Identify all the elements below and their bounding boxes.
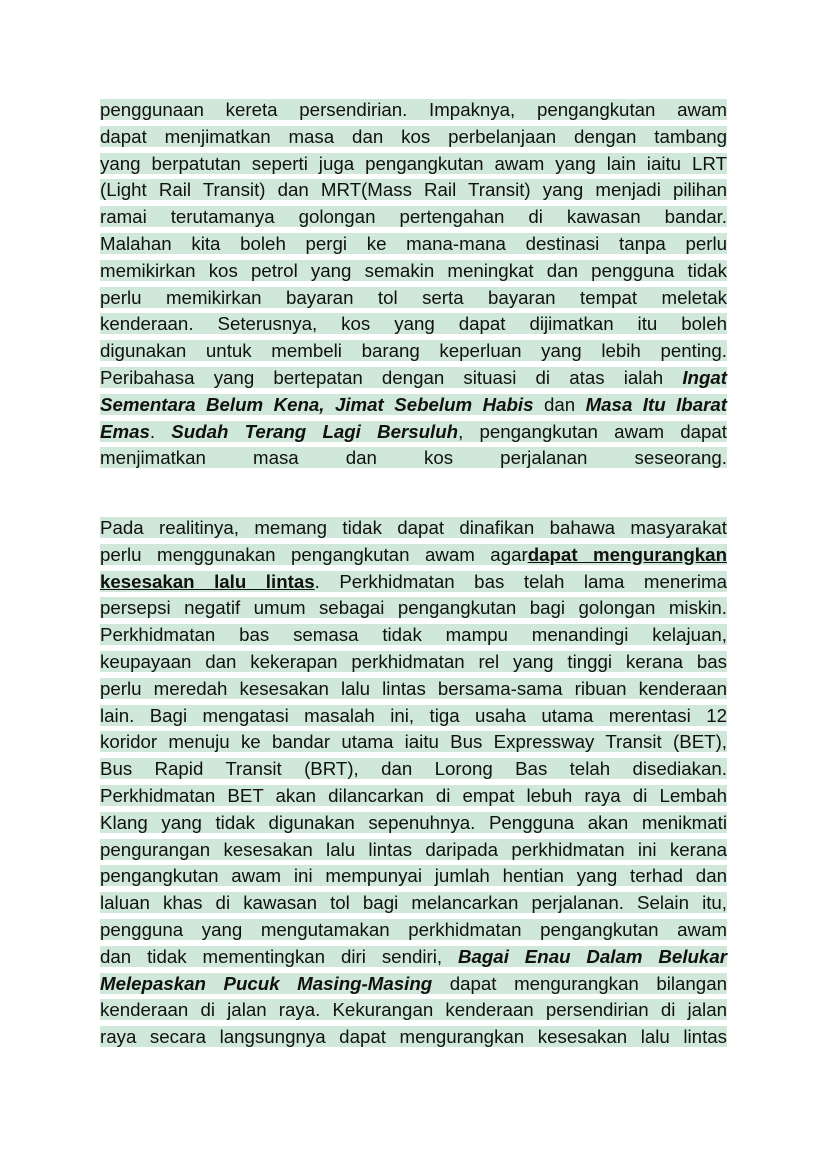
text-line	[100, 649, 727, 676]
text-segment: Peribahasa yang bertepatan dengan situasi di atas ialah	[100, 366, 683, 388]
highlighted-text	[100, 421, 727, 442]
text-line	[100, 944, 727, 971]
highlighted-text	[100, 651, 727, 672]
text-line	[100, 729, 727, 756]
highlighted-text	[100, 544, 727, 565]
highlighted-text	[100, 999, 727, 1020]
text-line	[100, 419, 727, 446]
text-segment: memikirkan kos petrol yang semakin meningkat dan pengguna tidak	[100, 259, 727, 281]
highlighted-text	[100, 517, 727, 538]
text-line	[100, 338, 727, 365]
highlighted-text	[100, 260, 727, 281]
text-segment: digunakan untuk membeli barang keperluan yang lebih penting.	[100, 340, 727, 362]
highlighted-text	[100, 946, 727, 967]
text-line	[100, 124, 727, 151]
text-segment: , pengangkutan awam dapat	[458, 420, 727, 442]
text-line	[100, 445, 727, 472]
highlighted-text	[100, 839, 727, 860]
text-line	[100, 1024, 727, 1051]
text-segment: pengangkutan awam ini mempunyai jumlah hentian yang terhad dan	[100, 865, 727, 887]
text-segment: lain. Bagi mengatasi masalah ini, tiga usaha utama merentasi 12	[100, 704, 727, 726]
emphasized-phrase: dapat mengurangkan	[527, 543, 727, 565]
highlighted-text	[100, 313, 727, 334]
highlighted-text	[100, 731, 727, 752]
text-segment: ramai terutamanya golongan pertengahan di kawasan bandar.	[100, 206, 727, 228]
text-segment: dapat menjimatkan masa dan kos perbelanjaan dengan tambang	[100, 125, 727, 147]
highlighted-text	[100, 812, 727, 833]
highlighted-text	[100, 919, 727, 940]
text-line	[100, 151, 727, 178]
text-line	[100, 285, 727, 312]
text-segment: pengguna yang mengutamakan perkhidmatan pengangkutan awam	[100, 918, 727, 940]
text-line	[100, 97, 727, 124]
emphasized-phrase: Emas	[100, 420, 150, 442]
text-line	[100, 971, 727, 998]
text-segment: (Light Rail Transit) dan MRT(Mass Rail Transit) yang menjadi pilihan	[100, 179, 727, 201]
text-line	[100, 542, 727, 569]
text-segment: penggunaan kereta persendirian. Impaknya, pengangkutan awam	[100, 99, 727, 120]
text-segment: Bus Rapid Transit (BRT), dan Lorong Bas telah disediakan.	[100, 758, 727, 780]
text-segment: kenderaan di jalan raya. Kekurangan kenderaan persendirian di jalan	[100, 999, 727, 1021]
text-line	[100, 231, 727, 258]
emphasized-phrase: Melepaskan Pucuk Masing-Masing	[100, 972, 433, 994]
text-line	[100, 204, 727, 231]
text-segment: perlu meredah kesesakan lalu lintas bersama-sama ribuan kenderaan	[100, 677, 727, 699]
highlighted-text	[100, 705, 727, 726]
text-line	[100, 783, 727, 810]
text-line	[100, 703, 727, 730]
text-line	[100, 392, 727, 419]
text-line	[100, 595, 727, 622]
text-line	[100, 311, 727, 338]
text-segment: pengurangan kesesakan lalu lintas daripada perkhidmatan ini kerana	[100, 838, 727, 860]
highlighted-text	[100, 99, 727, 120]
text-line	[100, 676, 727, 703]
text-line	[100, 837, 727, 864]
text-segment: kenderaan. Seterusnya, kos yang dapat dijimatkan itu boleh	[100, 313, 727, 335]
text-segment: koridor menuju ke bandar utama iaitu Bus Expressway Transit (BET),	[100, 731, 727, 753]
text-segment: dan	[533, 393, 586, 415]
text-segment: perlu memikirkan bayaran tol serta bayaran tempat meletak	[100, 286, 727, 308]
emphasized-phrase: Sementara Belum Kena, Jimat Sebelum Habis	[100, 393, 534, 415]
highlighted-text	[100, 179, 727, 200]
text-line	[100, 515, 727, 542]
emphasized-phrase: Masa Itu Ibarat	[585, 393, 727, 415]
text-line	[100, 997, 727, 1024]
paragraph-2	[100, 515, 727, 1051]
text-segment: Perkhidmatan bas semasa tidak mampu menandingi kelajuan,	[100, 624, 727, 646]
highlighted-text	[100, 973, 727, 994]
text-segment: persepsi negatif umum sebagai pengangkutan bagi golongan miskin.	[100, 597, 727, 619]
text-line	[100, 569, 727, 596]
text-segment: Perkhidmatan BET akan dilancarkan di empat lebuh raya di Lembah	[100, 784, 727, 806]
text-segment: keupayaan dan kekerapan perkhidmatan rel yang tinggi kerana bas	[100, 650, 727, 672]
highlighted-text	[100, 785, 727, 806]
highlighted-text	[100, 394, 727, 415]
highlighted-text	[100, 892, 727, 913]
text-segment: raya secara langsungnya dapat mengurangkan kesesakan lalu lintas	[100, 1026, 727, 1048]
text-segment: dapat mengurangkan bilangan	[432, 972, 727, 994]
text-segment: Malahan kita boleh pergi ke mana-mana destinasi tanpa perlu	[100, 232, 727, 254]
text-segment: Pada realitinya, memang tidak dapat dinafikan bahawa masyarakat	[100, 517, 727, 538]
text-segment: Klang yang tidak digunakan sepenuhnya. Pengguna akan menikmati	[100, 811, 727, 833]
highlighted-text	[100, 624, 727, 645]
text-segment: menjimatkan masa dan kos perjalanan seseorang.	[100, 447, 727, 469]
text-line	[100, 756, 727, 783]
emphasized-phrase: Ingat	[682, 366, 727, 388]
text-segment: perlu menggunakan pengangkutan awam agar	[100, 543, 528, 565]
text-segment: laluan khas di kawasan tol bagi melancarkan perjalanan. Selain itu,	[100, 892, 727, 914]
text-segment: .	[149, 420, 172, 442]
highlighted-text	[100, 233, 727, 254]
emphasized-phrase: Bagai Enau Dalam Belukar	[458, 945, 727, 967]
highlighted-text	[100, 287, 727, 308]
highlighted-text	[100, 153, 727, 174]
highlighted-text	[100, 865, 727, 886]
highlighted-text	[100, 340, 727, 361]
text-segment: dan tidak mementingkan diri sendiri,	[100, 945, 458, 967]
emphasized-phrase: Sudah Terang Lagi Bersuluh	[171, 420, 459, 442]
text-line	[100, 365, 727, 392]
highlighted-text	[100, 758, 727, 779]
text-segment: yang berpatutan seperti juga pengangkutan awam yang lain iaitu LRT	[100, 152, 727, 174]
text-line	[100, 863, 727, 890]
text-line	[100, 810, 727, 837]
highlighted-text	[100, 597, 727, 618]
highlighted-text	[100, 126, 727, 147]
highlighted-text	[100, 206, 727, 227]
emphasized-phrase: kesesakan lalu lintas	[100, 570, 315, 592]
text-segment: . Perkhidmatan bas telah lama menerima	[314, 570, 727, 592]
paragraph-1	[100, 97, 727, 472]
highlighted-text	[100, 367, 727, 388]
text-line	[100, 917, 727, 944]
text-line	[100, 890, 727, 917]
text-line	[100, 622, 727, 649]
text-line	[100, 177, 727, 204]
text-line	[100, 258, 727, 285]
highlighted-text	[100, 447, 727, 468]
highlighted-text	[100, 678, 727, 699]
highlighted-text	[100, 1026, 727, 1047]
highlighted-text	[100, 571, 727, 592]
